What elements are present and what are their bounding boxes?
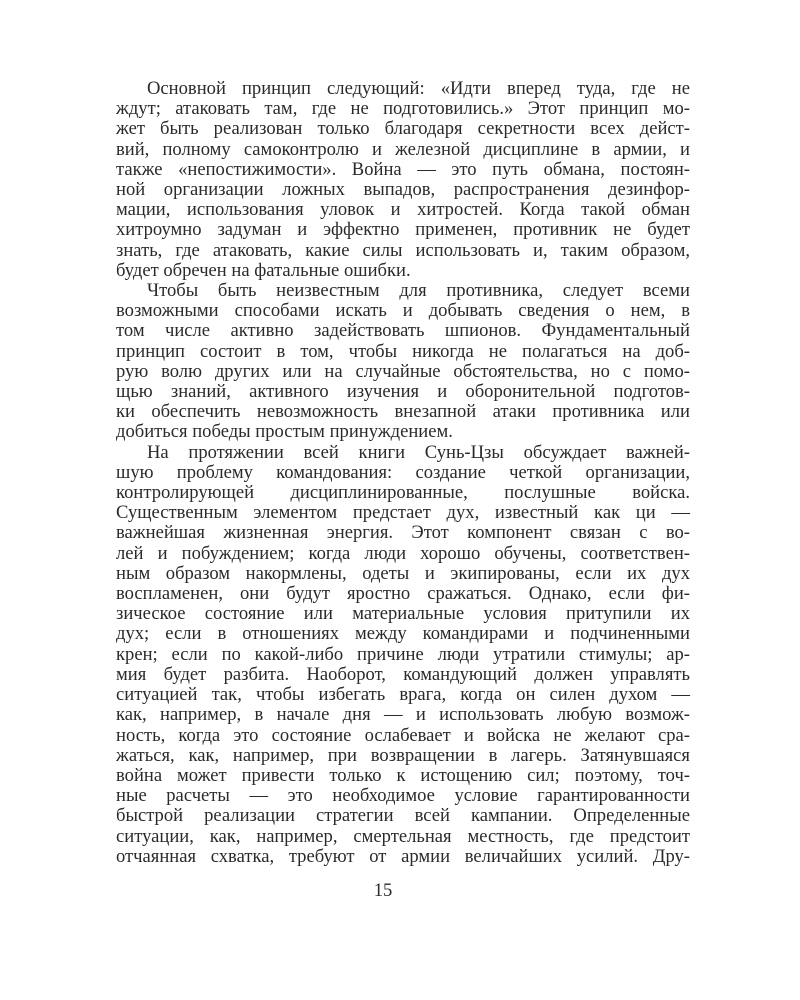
text-line: Существенным элементом предстает дух, известный как ци — (116, 502, 690, 524)
text-line: ситуации, как, например, смертельная местность, где предстоит (116, 825, 690, 847)
text-line: мации, использования уловок и хитростей. Когда такой обман (116, 199, 690, 221)
text-line: будет обречен на фатальные ошибки. (116, 259, 411, 281)
text-line: контролирующей дисциплинированные, послушные войска. (116, 482, 690, 504)
paragraph (116, 443, 690, 867)
text-line: знать, где атаковать, какие силы использовать и, таким образом, (116, 239, 690, 261)
text-line: мия будет разбита. Наоборот, командующий должен управлять (116, 663, 690, 685)
text-line: жаться, как, например, при возвращении в лагерь. Затянувшаяся (116, 744, 690, 766)
text-line: добиться победы простым принуждением. (116, 421, 453, 443)
paragraph (116, 281, 690, 443)
text-line: ные расчеты — это необходимое условие гарантированности (116, 785, 690, 807)
paragraph (116, 79, 690, 281)
text-line: хитроумно задуман и эффектно применен, противник не будет (116, 219, 690, 241)
text-line: жет быть реализован только благодаря секретности всех дейст- (116, 118, 690, 140)
text-line: На протяжении всей книги Сунь-Цзы обсуждает важней- (147, 441, 690, 463)
text-line: также «непостижимости». Война — это путь обмана, постоян- (116, 158, 690, 180)
text-line: важнейшая жизненная энергия. Этот компонент связан с во- (116, 522, 690, 544)
text-line: щью знаний, активного изучения и оборонительной подготов- (116, 381, 690, 403)
text-line: шую проблему командования: создание четкой организации, (116, 461, 690, 483)
text-line: лей и побуждением; когда люди хорошо обучены, соответствен- (116, 542, 690, 564)
text-line: быстрой реализации стратегии всей кампании. Определенные (116, 805, 690, 827)
text-line: том числе активно задействовать шпионов. Фундаментальный (116, 320, 690, 342)
text-line: ситуацией так, чтобы избегать врага, когда он силен духом — (116, 684, 690, 706)
text-line: возможными способами искать и добывать сведения о нем, в (116, 300, 690, 322)
text-line: зическое состояние или материальные условия притупили их (116, 603, 690, 625)
text-line: ки обеспечить невозможность внезапной атаки противника или (116, 401, 690, 423)
text-line: Чтобы быть неизвестным для противника, следует всеми (147, 280, 690, 302)
text-line: ждут; атаковать там, где не подготовились.» Этот принцип мо- (116, 98, 690, 120)
body-text (116, 79, 690, 867)
text-line: вий, полному самоконтролю и железной дисциплине в армии, и (116, 138, 690, 160)
text-line: как, например, в начале дня — и использовать любую возмож- (116, 704, 690, 726)
text-line: принцип состоит в том, чтобы никогда не полагаться на доб- (116, 340, 690, 362)
text-line: рую волю других или на случайные обстоятельства, но с помо- (116, 360, 690, 382)
text-line: отчаянная схватка, требуют от армии величайших усилий. Дру- (116, 845, 690, 867)
text-line: воспламенен, они будут яростно сражаться. Однако, если фи- (116, 583, 690, 605)
text-line: ность, когда это состояние ослабевает и войска не желают сра- (116, 724, 690, 746)
text-line: ной организации ложных выпадов, распространения дезинфор- (116, 179, 690, 201)
text-line: Основной принцип следующий: «Идти вперед туда, где не (147, 78, 690, 99)
text-line: ным образом накормлены, одеты и экипированы, если их дух (116, 562, 690, 584)
text-line: крен; если по какой-либо причине люди утратили стимулы; ар- (116, 643, 690, 665)
page-number: 15 (373, 880, 393, 901)
text-line: война может привести только к истощению сил; поэтому, точ- (116, 764, 690, 786)
text-line: дух; если в отношениях между командирами и подчиненными (116, 623, 690, 645)
